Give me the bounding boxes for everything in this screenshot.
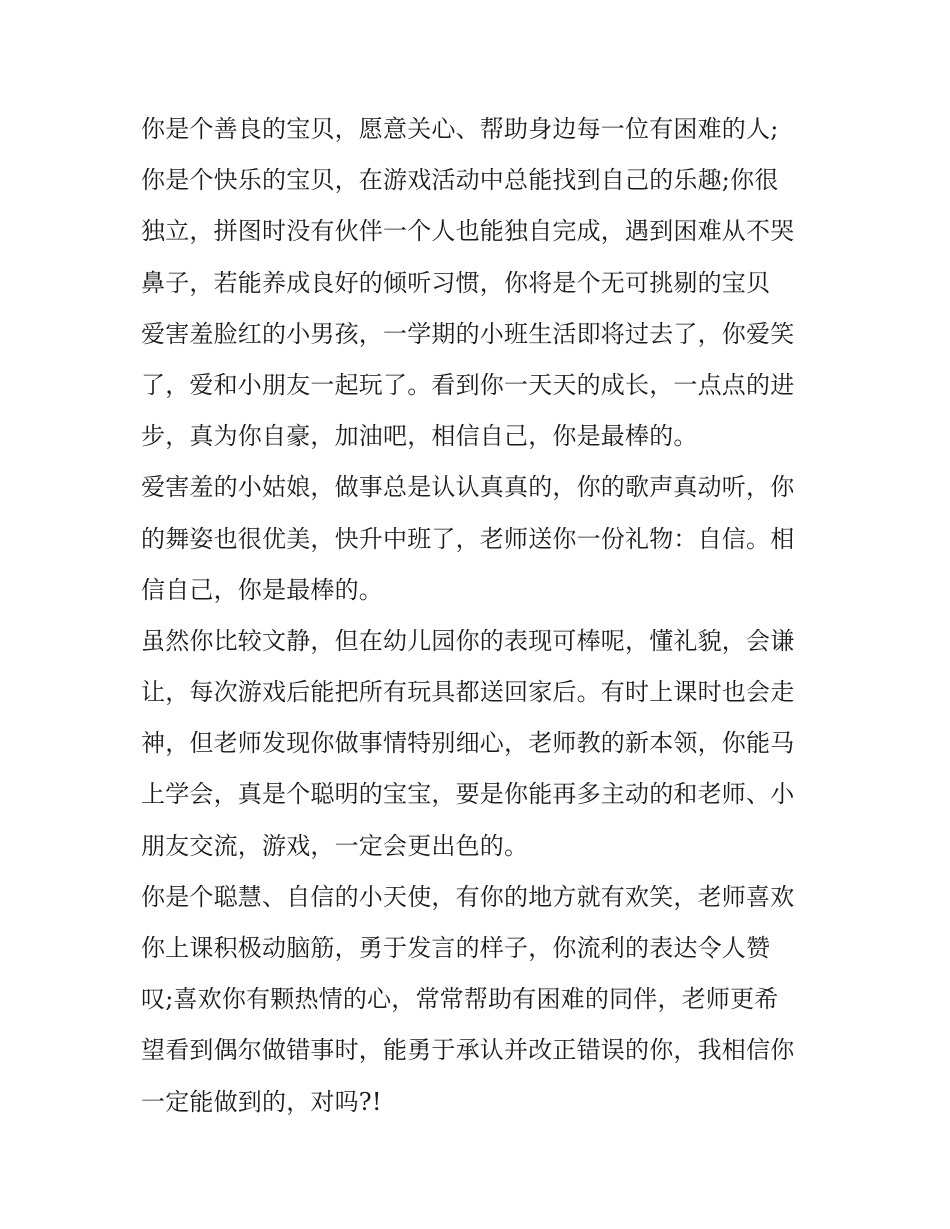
text-line: 一定能做到的，对吗?! xyxy=(141,1087,382,1116)
text-line: 虽然你比较文静，但在幼儿园你的表现可棒呢，懂礼貌，会谦 xyxy=(141,626,795,655)
text-line: 爱害羞脸红的小男孩，一学期的小班生活即将过去了，你爱笑 xyxy=(141,319,795,348)
document-body xyxy=(141,104,821,1128)
text-line: 独立，拼图时没有伙伴一个人也能独自完成，遇到困难从不哭 xyxy=(141,217,795,246)
text-line: 让，每次游戏后能把所有玩具都送回家后。有时上课时也会走 xyxy=(141,678,795,707)
text-line: 你是个聪慧、自信的小天使，有你的地方就有欢笑，老师喜欢 xyxy=(141,882,795,911)
text-line: 了，爱和小朋友一起玩了。看到你一天天的成长，一点点的进 xyxy=(141,370,795,399)
text-line: 你是个善良的宝贝，愿意关心、帮助身边每一位有困难的人; xyxy=(141,115,779,143)
text-line: 朋友交流，游戏，一定会更出色的。 xyxy=(141,831,529,860)
text-line: 叹;喜欢你有颗热情的心，常常帮助有困难的同伴，老师更希 xyxy=(141,985,779,1014)
text-line: 鼻子，若能养成良好的倾听习惯，你将是个无可挑剔的宝贝 xyxy=(141,268,771,297)
text-line: 望看到偶尔做错事时，能勇于承认并改正错误的你，我相信你 xyxy=(141,1036,795,1065)
text-line: 步，真为你自豪，加油吧，相信自己，你是最棒的。 xyxy=(141,422,698,451)
text-line: 神，但老师发现你做事情特别细心，老师教的新本领，你能马 xyxy=(141,729,795,758)
text-line: 爱害羞的小姑娘，做事总是认认真真的，你的歌声真动听，你 xyxy=(141,473,795,502)
text-line: 上学会，真是个聪明的宝宝，要是你能再多主动的和老师、小 xyxy=(141,780,795,809)
text-line: 你上课积极动脑筋，勇于发言的样子，你流利的表达令人赞 xyxy=(141,934,771,962)
text-line: 信自己，你是最棒的。 xyxy=(141,575,383,604)
text-line: 你是个快乐的宝贝，在游戏活动中总能找到自己的乐趣;你很 xyxy=(141,166,779,195)
text-line: 的舞姿也很优美，快升中班了，老师送你一份礼物：自信。相 xyxy=(141,524,795,553)
